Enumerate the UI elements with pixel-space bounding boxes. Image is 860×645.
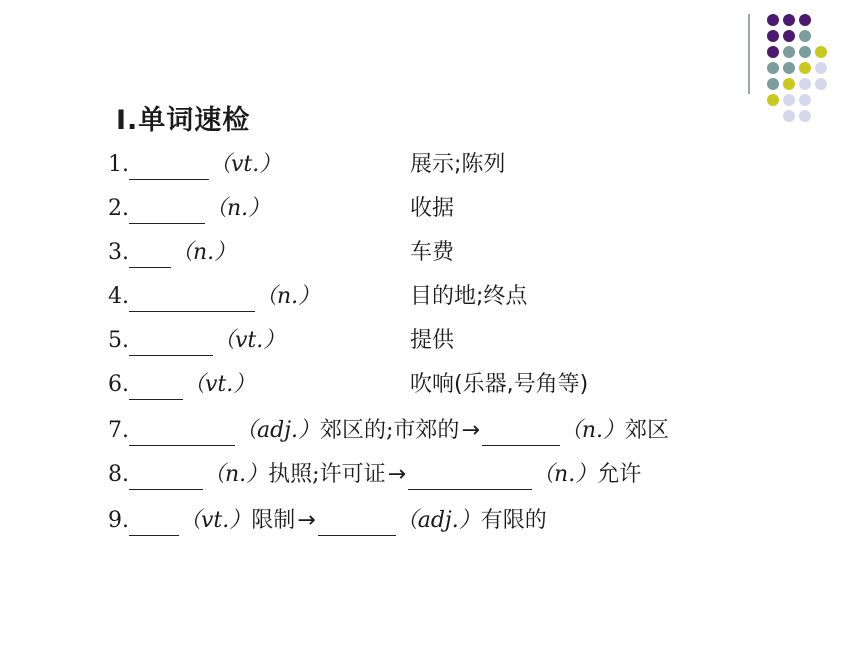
- answer-blank-derived[interactable]: [318, 511, 396, 536]
- item-number: 9.: [108, 508, 129, 533]
- answer-blank[interactable]: [129, 375, 183, 400]
- decor-dot: [783, 30, 795, 42]
- part-of-speech-derived: （n.）: [532, 462, 598, 487]
- decor-dot: [767, 78, 779, 90]
- vocab-item-8: [108, 460, 808, 494]
- part-of-speech: （n.）: [203, 462, 269, 487]
- section-heading: Ⅰ.单词速检: [116, 105, 251, 136]
- item-line: [108, 460, 641, 490]
- answer-blank[interactable]: [129, 331, 213, 356]
- item-meaning: 郊区的;市郊的: [320, 418, 460, 443]
- vocab-item-7: [108, 416, 808, 450]
- item-meaning-derived: 有限的: [480, 508, 547, 533]
- part-of-speech-derived: （n.）: [559, 418, 626, 443]
- vocab-item-3: [108, 238, 808, 272]
- decor-dot: [783, 94, 795, 106]
- item-meaning: 提供: [410, 328, 455, 353]
- vocab-item-9: [108, 506, 808, 540]
- item-meaning: 执照;许可证: [268, 462, 386, 487]
- decor-dot: [783, 78, 795, 90]
- part-of-speech: （adj.）: [235, 418, 321, 443]
- decor-dot: [799, 14, 811, 26]
- item-meaning: 展示;陈列: [410, 152, 506, 177]
- item-meaning-derived: 郊区: [625, 418, 670, 443]
- answer-blank[interactable]: [129, 199, 205, 224]
- item-line: [108, 416, 669, 446]
- decor-dot: [767, 14, 779, 26]
- item-number: 2. （n.）: [108, 194, 270, 224]
- part-of-speech: （vt.）: [183, 372, 256, 397]
- decor-dot: [799, 62, 811, 74]
- decor-dot: [799, 46, 811, 58]
- decor-vertical-line: [748, 14, 750, 94]
- item-number: 8.: [108, 462, 129, 487]
- answer-blank[interactable]: [129, 155, 209, 180]
- vocab-item-2: [108, 194, 808, 228]
- answer-blank[interactable]: [129, 421, 235, 446]
- vocab-item-1: [108, 150, 808, 184]
- item-meaning: 限制: [251, 508, 296, 533]
- decor-dot: [767, 30, 779, 42]
- answer-blank[interactable]: [129, 287, 255, 312]
- decor-dot: [799, 78, 811, 90]
- item-meaning: 车费: [410, 240, 455, 265]
- vocab-item-6: [108, 370, 808, 404]
- item-meaning-derived: 允许: [597, 462, 642, 487]
- item-number: 4. （n.）: [108, 282, 320, 312]
- decor-dot: [815, 62, 827, 74]
- answer-blank[interactable]: [129, 465, 203, 490]
- item-number: 3. （n.）: [108, 238, 236, 268]
- decor-dot: [767, 94, 779, 106]
- decor-dot: [799, 30, 811, 42]
- item-meaning: 目的地;终点: [410, 284, 528, 309]
- part-of-speech-derived: （adj.）: [395, 508, 481, 533]
- part-of-speech: （n.）: [205, 196, 271, 221]
- item-meaning: 收据: [410, 196, 455, 221]
- arrow-icon: →: [387, 462, 407, 487]
- decor-dot: [783, 62, 795, 74]
- decor-dot: [783, 46, 795, 58]
- part-of-speech: （vt.）: [213, 328, 286, 353]
- answer-blank[interactable]: [129, 511, 179, 536]
- decor-dot: [815, 46, 827, 58]
- item-number: 6. （vt.）: [108, 370, 255, 400]
- item-number: 5. （vt.）: [108, 326, 285, 356]
- item-meaning: 吹响(乐器,号角等): [410, 372, 589, 397]
- answer-blank[interactable]: [129, 243, 171, 268]
- part-of-speech: （vt.）: [209, 152, 282, 177]
- decor-dot: [783, 110, 795, 122]
- part-of-speech: （n.）: [255, 284, 321, 309]
- answer-blank-derived[interactable]: [482, 421, 560, 446]
- item-line: [108, 506, 547, 536]
- vocab-item-4: [108, 282, 808, 316]
- arrow-icon: →: [461, 418, 480, 443]
- item-number: 1. （vt.）: [108, 150, 281, 180]
- arrow-icon: →: [297, 508, 316, 533]
- vocab-item-5: [108, 326, 808, 360]
- answer-blank-derived[interactable]: [408, 465, 532, 490]
- decor-dot: [799, 110, 811, 122]
- decor-dot: [815, 78, 827, 90]
- part-of-speech: （n.）: [171, 240, 237, 265]
- decor-dot: [767, 46, 779, 58]
- part-of-speech: （vt.）: [179, 508, 252, 533]
- decor-dot: [799, 94, 811, 106]
- decor-dot: [783, 14, 795, 26]
- item-number: 7.: [108, 418, 129, 443]
- decor-dot: [767, 62, 779, 74]
